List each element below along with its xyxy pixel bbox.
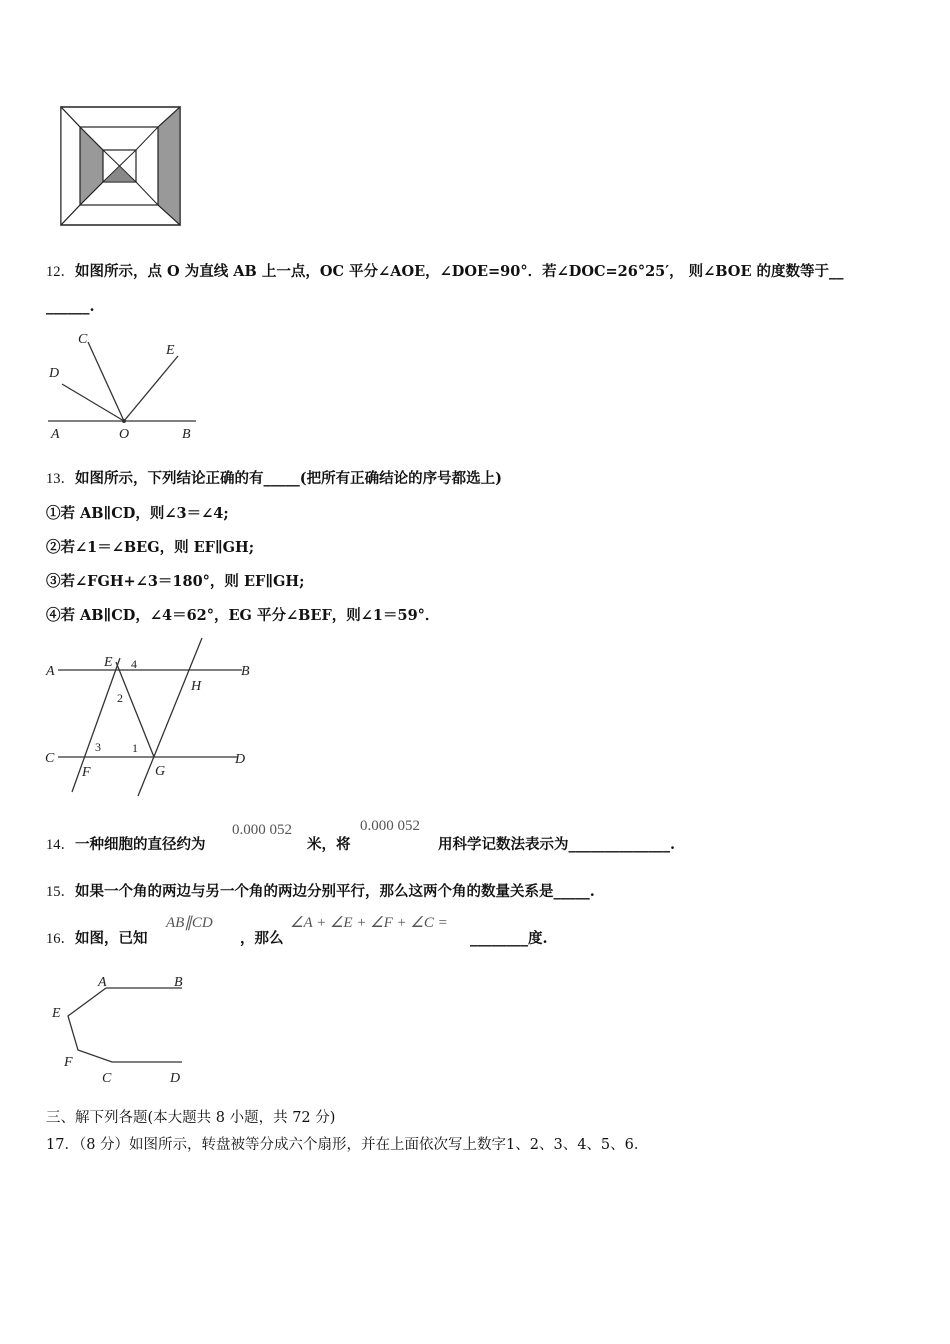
question-number: 12． — [46, 264, 75, 280]
label-O: O — [119, 427, 130, 442]
polyline-figure-16 — [48, 970, 193, 1088]
question-text: 如图，已知 — [75, 930, 148, 947]
question-12 — [46, 260, 844, 281]
label-C: C — [78, 332, 88, 347]
option-text: ②若∠1＝∠BEG，则 EF∥GH; — [46, 539, 255, 556]
question-text: 米，将 — [307, 836, 351, 853]
label-A: A — [98, 975, 107, 990]
question-text: 如图所示，下列结论正确的有_____(把所有正确结论的序号都选上) — [75, 470, 502, 487]
question-number: 13． — [46, 471, 75, 487]
label-E: E — [166, 343, 175, 358]
math-value-1: 0.000 052 — [232, 822, 292, 838]
label-4: 4 — [131, 657, 137, 671]
label-D: D — [235, 752, 246, 767]
question-text: 用科学记数法表示为 — [438, 836, 569, 853]
answer-blank: ________ — [470, 930, 528, 947]
option-text: ④若 AB∥CD，∠4＝62°，EG 平分∠BEF，则∠1＝59°． — [46, 607, 440, 624]
math-value-2: 0.000 052 — [360, 818, 420, 834]
question-text: 如果一个角的两边与另一个角的两边分别平行，那么这两个角的数量关系是_____. — [75, 883, 595, 900]
option-text: ①若 AB∥CD，则∠3＝∠4; — [46, 505, 229, 522]
question-text: 度. — [528, 930, 548, 947]
question-number: 17． — [46, 1137, 79, 1153]
option-4 — [46, 604, 439, 625]
answer-blank: ______________. — [568, 836, 676, 853]
option-1 — [46, 502, 229, 523]
label-1: 1 — [132, 741, 138, 755]
label-H: H — [191, 679, 202, 694]
label-B: B — [182, 427, 191, 442]
label-A: A — [51, 427, 60, 442]
question-14-mid — [307, 833, 351, 854]
section-title: 三、解下列各题(本大题共 8 小题，共 72 分) — [46, 1110, 336, 1126]
label-E: E — [52, 1006, 61, 1021]
label-2: 2 — [117, 691, 123, 705]
label-C: C — [102, 1071, 112, 1086]
option-3 — [46, 570, 304, 591]
angle-figure-12 — [44, 328, 204, 446]
parallel-lines-figure-13 — [42, 632, 264, 800]
question-15 — [46, 880, 595, 901]
math-angle-sum: ∠A + ∠E + ∠F + ∠C = — [290, 915, 448, 931]
label-D: D — [170, 1071, 181, 1086]
question-text: ，那么 — [240, 930, 284, 947]
nested-squares-figure — [58, 104, 184, 228]
answer-blank: ______. — [46, 298, 95, 315]
label-D: D — [49, 366, 60, 381]
question-16-end — [470, 927, 548, 948]
option-text: ③若∠FGH+∠3＝180°，则 EF∥GH; — [46, 573, 305, 590]
question-16-mid — [240, 927, 284, 948]
question-14 — [46, 833, 206, 854]
label-G: G — [155, 764, 166, 779]
question-number: 16． — [46, 931, 75, 947]
question-text: （8 分）如图所示，转盘被等分成六个扇形，并在上面依次写上数字1、2、3、4、5、6． — [78, 1137, 649, 1153]
label-E: E — [104, 655, 113, 670]
question-number: 14． — [46, 837, 75, 853]
question-16 — [46, 927, 148, 948]
label-F: F — [82, 765, 91, 780]
label-C: C — [45, 751, 55, 766]
question-13 — [46, 467, 502, 488]
label-F: F — [64, 1055, 73, 1070]
question-12-blank — [46, 298, 95, 315]
option-2 — [46, 536, 254, 557]
label-B: B — [241, 664, 250, 679]
question-17 — [46, 1133, 648, 1154]
question-text: 一种细胞的直径约为 — [75, 836, 206, 853]
label-A: A — [46, 664, 55, 679]
label-B: B — [174, 975, 183, 990]
label-3: 3 — [95, 740, 101, 754]
math-parallel: AB∥CD — [166, 915, 213, 931]
question-text: 如图所示，点 O 为直线 AB 上一点，OC 平分∠AOE，∠DOE=90°．若∠DOC=26°25′， 则∠BOE 的度数等于__ — [75, 263, 844, 280]
question-14-end — [438, 833, 675, 854]
question-number: 15． — [46, 884, 75, 900]
